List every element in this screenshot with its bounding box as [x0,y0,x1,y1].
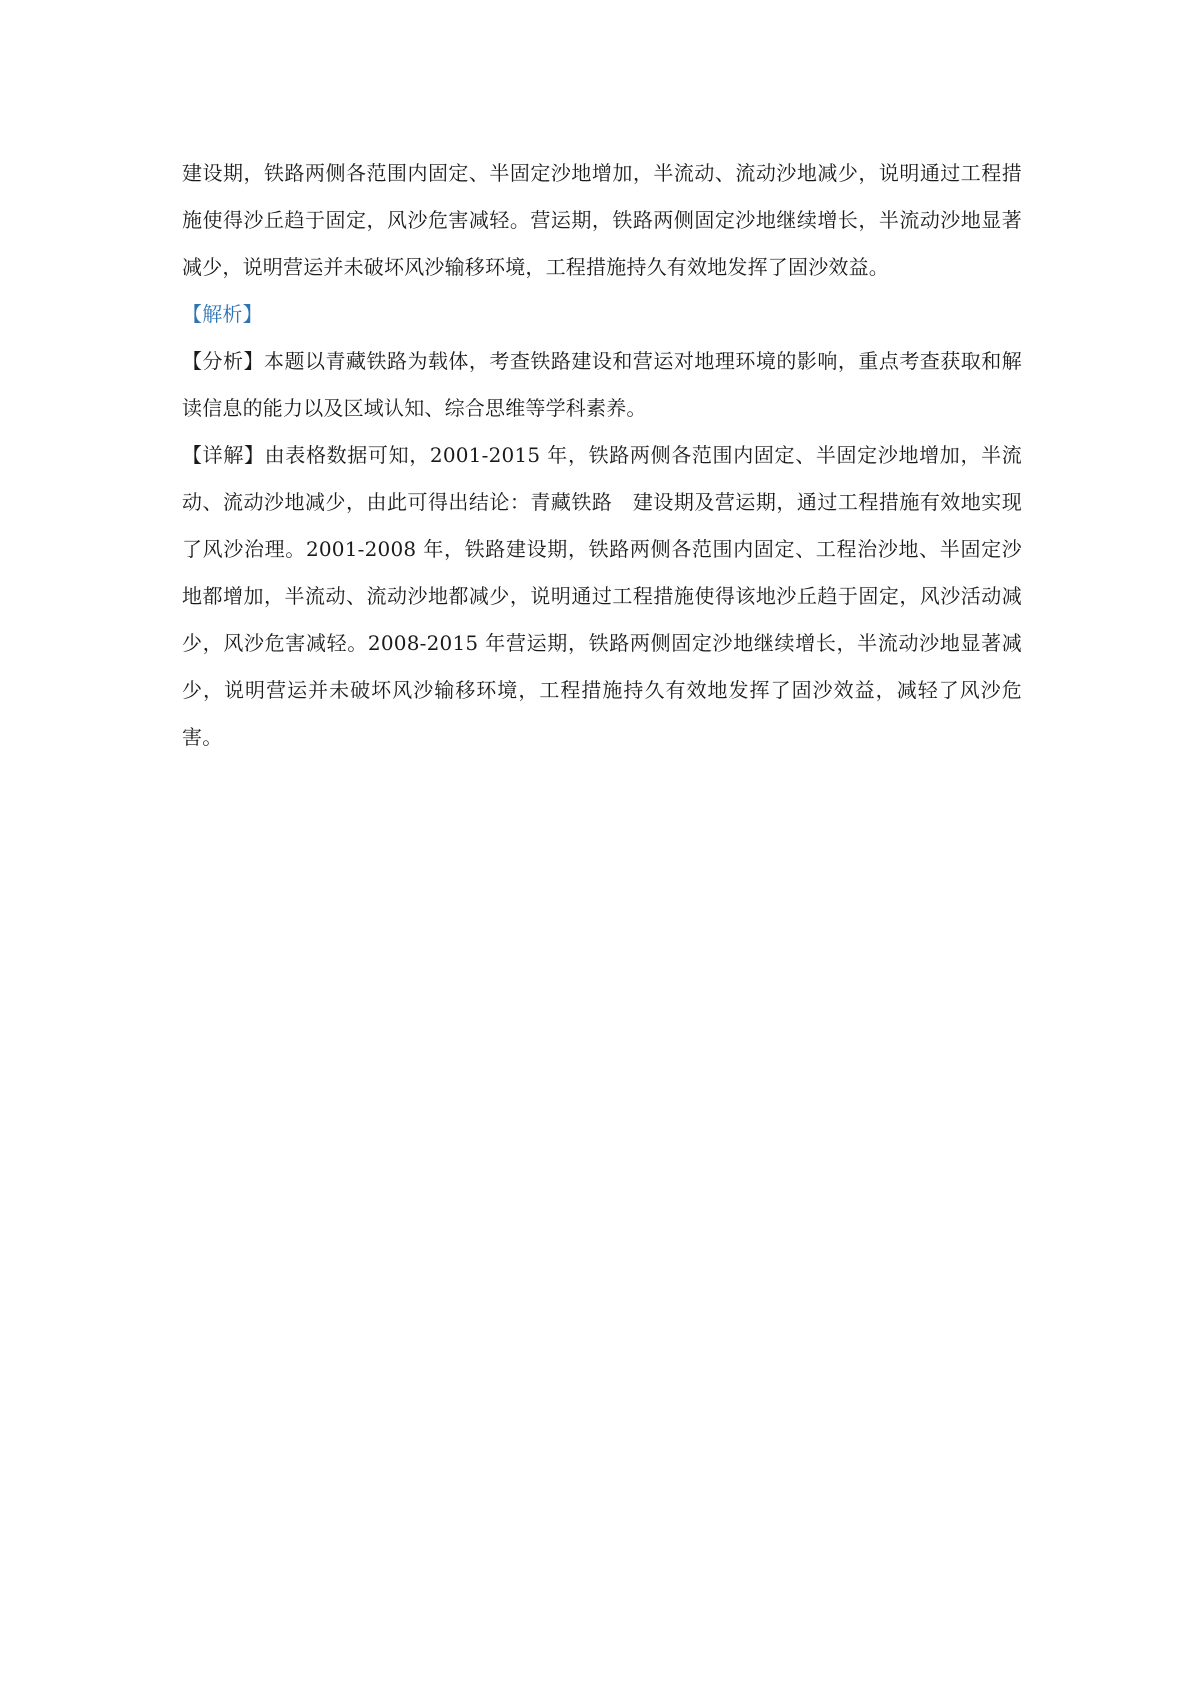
section-heading-analysis: 【解析】 [182,302,263,326]
analysis-paragraph [182,338,1022,432]
detail-tag: 【详解】 [182,443,265,467]
detail-text: 由表格数据可知，2001-2015 年，铁路两侧各范围内固定、半固定沙地增加，半流动、流动沙地减少，由此可得出结论：青藏铁路 建设期及营运期，通过工程措施有效地实现了风沙治理。2001-2008 年，铁路建设期，铁路两侧各范围内固定、工程治沙地、半固定沙地都增加，半流动、流动沙地都减少，说明通过工程措施使得该地沙丘趋于固定，风沙活动减少，风沙危害减轻。2008-2015 年营运期，铁路两侧固定沙地继续增长，半流动沙地显著减少，说明营运并未破坏风沙输移环境，工程措施持久有效地发挥了固沙效益，减轻了风沙危害。 [182,443,1022,749]
document-body [182,150,1022,761]
answer-paragraph: 建设期，铁路两侧各范围内固定、半固定沙地增加，半流动、流动沙地减少，说明通过工程措施使得沙丘趋于固定，风沙危害减轻。营运期，铁路两侧固定沙地继续增长，半流动沙地显著减少，说明营运并未破坏风沙输移环境，工程措施持久有效地发挥了固沙效益。 [182,161,1022,279]
detail-paragraph [182,432,1022,761]
analysis-tag: 【分析】 [182,349,264,373]
analysis-text: 本题以青藏铁路为载体，考查铁路建设和营运对地理环境的影响，重点考查获取和解读信息的能力以及区域认知、综合思维等学科素养。 [182,349,1022,420]
